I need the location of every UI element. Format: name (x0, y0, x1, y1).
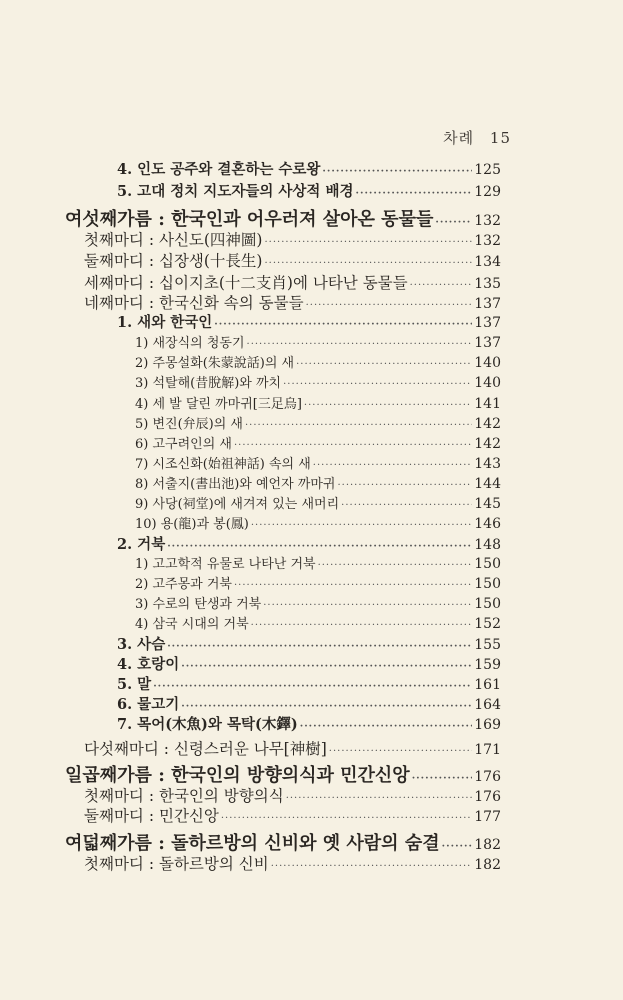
toc-entry-title: 5. 고대 정치 지도자들의 사상적 배경 (117, 183, 354, 200)
dot-leader (304, 400, 472, 411)
toc-entry (117, 693, 501, 714)
toc-entry-page: 135 (474, 276, 501, 292)
toc-entry-title: 3) 수로의 탄생과 거북 (135, 597, 262, 612)
toc-entry-page: 137 (474, 315, 501, 331)
toc-entry-page: 129 (474, 184, 501, 200)
dot-leader (337, 480, 472, 491)
toc-entry-title: 2. 거북 (117, 536, 166, 553)
toc-entry-page: 171 (474, 742, 501, 758)
toc-entry (84, 249, 501, 271)
toc-entry-title: 6) 고구려인의 새 (135, 437, 232, 452)
toc-entry-title: 9) 사당(祠堂)에 새겨져 있는 새머리 (135, 497, 340, 512)
toc-entry (117, 713, 501, 734)
header-title: 차례 (443, 129, 475, 147)
toc-entry-title: 5) 변진(弁辰)의 새 (135, 417, 243, 432)
toc-entry-page: 159 (474, 657, 501, 673)
toc-entry-title: 첫째마디 : 돌하르방의 신비 (84, 855, 269, 873)
dot-leader (296, 359, 472, 370)
toc-entry (84, 784, 501, 806)
toc-entry-page: 141 (474, 396, 501, 412)
toc-entry (135, 413, 501, 432)
dot-leader (264, 237, 472, 248)
toc-entry (135, 493, 501, 512)
dot-leader (329, 746, 472, 757)
toc-entry (135, 433, 501, 452)
dot-leader (234, 580, 472, 591)
header-page-number: 15 (489, 129, 511, 147)
toc-entry (135, 553, 501, 572)
dot-leader (318, 560, 473, 571)
toc-entry (84, 852, 501, 874)
toc-entry-title: 4. 인도 공주와 결혼하는 수로왕 (117, 161, 321, 178)
toc-entry-title: 8) 서출지(書出池)와 예언자 까마귀 (135, 477, 336, 492)
toc-entry (117, 158, 501, 179)
toc-entry (135, 513, 501, 532)
dot-leader (245, 420, 472, 431)
toc-entry-title: 4) 세 발 달린 까마귀[三足烏] (135, 397, 302, 412)
toc-entry-page: 146 (474, 516, 501, 532)
toc-entry-page: 145 (474, 496, 501, 512)
dot-leader (313, 460, 472, 471)
toc-entry (117, 533, 501, 554)
dot-leader (410, 280, 473, 291)
toc-entry-title: 일곱째가름 : 한국인의 방향의식과 민간신앙 (65, 765, 410, 786)
dot-leader (167, 641, 472, 652)
toc-entry (135, 393, 501, 412)
toc-entry (135, 372, 501, 391)
toc-entry (117, 673, 501, 694)
dot-leader (286, 793, 473, 804)
toc-entry (135, 473, 501, 492)
toc-entry (135, 613, 501, 632)
toc-entry-page: 148 (474, 537, 501, 553)
dot-leader (167, 541, 472, 552)
toc-entry-title: 1. 새와 한국인 (117, 314, 213, 331)
toc-entry (84, 737, 501, 759)
toc-entry-title: 다섯째마디 : 신령스러운 나무[神樹] (84, 740, 327, 758)
dot-leader (306, 300, 473, 311)
toc-entry-title: 5. 말 (117, 676, 152, 693)
toc-entry-title: 여섯째가름 : 한국인과 어우러져 살아온 동물들 (65, 209, 434, 230)
toc-entry-page: 150 (474, 596, 501, 612)
dot-leader (181, 661, 472, 672)
dot-leader (300, 721, 473, 732)
toc-entry (117, 633, 501, 654)
toc-entry-page: 176 (474, 789, 501, 805)
dot-leader (263, 600, 472, 611)
toc-entry-title: 7. 목어(木魚)와 목탁(木鐸) (117, 716, 298, 733)
toc-entry-page: 140 (474, 375, 501, 391)
dot-leader (341, 500, 472, 511)
toc-entry (135, 332, 501, 351)
toc-entry-title: 3) 석탈해(昔脫解)와 까치 (135, 376, 282, 391)
toc-entry-page: 132 (474, 213, 501, 229)
toc-entry-title: 1) 새장식의 청동기 (135, 336, 245, 351)
toc-entry (117, 311, 501, 332)
toc-entry-page: 155 (474, 637, 501, 653)
dot-leader (264, 258, 472, 269)
dot-leader (442, 841, 473, 852)
toc-entry (84, 228, 501, 250)
dot-leader (322, 166, 472, 177)
toc-entry-title: 둘째마디 : 십장생(十長生) (84, 252, 263, 270)
toc-entry-page: 137 (474, 335, 501, 351)
toc-entry-title: 첫째마디 : 한국인의 방향의식 (84, 787, 284, 805)
toc-entry-page: 143 (474, 456, 501, 472)
toc-entry-title: 첫째마디 : 사신도(四神圖) (84, 231, 263, 249)
dot-leader (153, 681, 472, 692)
toc-entry-page: 142 (474, 436, 501, 452)
toc-entry-title: 4) 삼국 시대의 거북 (135, 617, 249, 632)
toc-entry-page: 161 (474, 677, 501, 693)
toc-entry-page: 137 (474, 296, 501, 312)
toc-entry-page: 140 (474, 355, 501, 371)
toc-entry (135, 352, 501, 371)
dot-leader (251, 620, 473, 631)
toc-entry (117, 653, 501, 674)
toc-entry-page: 176 (474, 769, 501, 785)
dot-leader (251, 520, 472, 531)
toc-entry-title: 3. 사슴 (117, 636, 166, 653)
toc-entry-page: 169 (474, 717, 501, 733)
toc-entry-title: 6. 물고기 (117, 696, 180, 713)
toc-entry-page: 132 (474, 233, 501, 249)
dot-leader (234, 440, 472, 451)
toc-entry (117, 180, 501, 201)
toc-entry-title: 네째마디 : 한국신화 속의 동물들 (84, 294, 304, 312)
toc-entry-title: 4. 호랑이 (117, 656, 180, 673)
toc-entry-page: 134 (474, 254, 501, 270)
toc-entry-title: 1) 고고학적 유물로 나타난 거북 (135, 557, 316, 572)
dot-leader (271, 861, 473, 872)
toc-entry-page: 150 (474, 576, 501, 592)
toc-entry-title: 여덟째가름 : 돌하르방의 신비와 옛 사람의 숨결 (65, 833, 440, 854)
toc-entry (135, 573, 501, 592)
dot-leader (247, 339, 473, 350)
toc-entry-title: 세째마디 : 십이지초(十二支肖)에 나타난 동물들 (84, 274, 408, 292)
toc-entry-page: 182 (474, 837, 501, 853)
dot-leader (355, 188, 472, 199)
toc-entry-page: 182 (474, 857, 501, 873)
toc-entry-page: 144 (474, 476, 501, 492)
dot-leader (412, 773, 473, 784)
toc-entry (84, 271, 501, 293)
toc-entry-title: 2) 주몽설화(朱蒙說話)의 새 (135, 356, 295, 371)
toc-entry (84, 291, 501, 313)
toc-entry-page: 164 (474, 697, 501, 713)
dot-leader (214, 319, 472, 330)
toc-entry-page: 150 (474, 556, 501, 572)
dot-leader (221, 813, 472, 824)
toc-entry-page: 177 (474, 809, 501, 825)
toc-entry (135, 593, 501, 612)
dot-leader (181, 701, 472, 712)
toc-entry-page: 142 (474, 416, 501, 432)
dot-leader (283, 379, 472, 390)
toc-entry-page: 152 (474, 616, 501, 632)
toc-entry-title: 10) 용(龍)과 봉(鳳) (135, 517, 249, 532)
running-header (443, 127, 511, 148)
toc-entry-title: 둘째마디 : 민간신앙 (84, 807, 219, 825)
dot-leader (435, 217, 472, 228)
toc-entry (84, 804, 501, 826)
toc-entry-page: 125 (474, 162, 501, 178)
toc-entry-title: 7) 시조신화(始祖神話) 속의 새 (135, 457, 311, 472)
toc-entry (135, 453, 501, 472)
toc-entry-title: 2) 고주몽과 거북 (135, 577, 232, 592)
